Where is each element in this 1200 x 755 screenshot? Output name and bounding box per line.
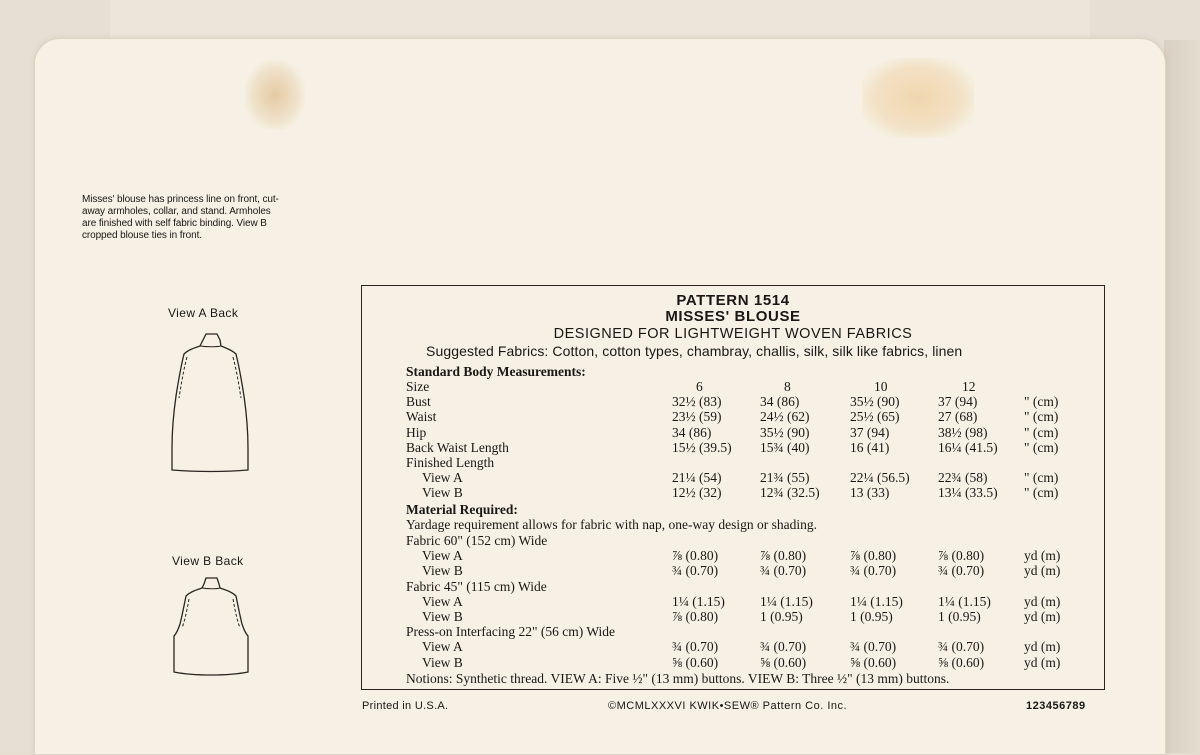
row-label: View A [422,639,463,655]
stain-mark [862,58,974,138]
envelope-flap [110,0,1090,41]
stain-mark [245,60,305,130]
unit-label: yd (m) [1024,639,1061,655]
table-cell: 22¼ (56.5) [850,470,910,486]
pattern-designed-for: DESIGNED FOR LIGHTWEIGHT WOVEN FABRICS [553,326,913,342]
table-cell: ¾ (0.70) [760,639,807,655]
pattern-number: PATTERN 1514 [676,292,790,309]
notions-text: Notions: Synthetic thread. VIEW A: Five ½" (13 mm) buttons. VIEW B: Three ½" (13 mm) buttons. [406,671,950,686]
table-cell: 1¼ (1.15) [850,593,903,609]
description-line: are finished with self fabric binding. View B [82,218,267,229]
row-label: View B [422,654,463,670]
table-cell: 1¼ (1.15) [672,593,725,609]
suggested-fabrics: Suggested Fabrics: Cotton, cotton types, chambray, challis, silk, silk like fabrics, linen [426,343,963,359]
row-label: Waist [406,409,437,425]
material-heading: Material Required: [406,502,518,517]
table-cell: ¾ (0.70) [672,639,719,655]
table-cell: 1¼ (1.15) [760,593,813,609]
table-cell: 23½ (59) [672,409,722,425]
table-cell: 34 (86) [672,424,712,440]
description-line: cropped blouse ties in front. [82,230,202,241]
table-cell: 12¾ (32.5) [760,485,820,501]
garment-description [82,194,382,242]
unit-label: " (cm) [1024,439,1059,455]
table-cell: ⅞ (0.80) [938,548,985,564]
row-label: View A [422,470,463,486]
table-cell: 35½ (90) [760,424,810,440]
unit-label: yd (m) [1024,609,1061,624]
table-cell: ⅝ (0.60) [938,654,985,670]
table-cell: 10 [874,379,888,394]
row-label: View B [422,563,463,579]
unit-label: " (cm) [1024,424,1059,440]
table-cell: ¾ (0.70) [938,639,985,655]
unit-label: " (cm) [1024,470,1059,486]
row-label: Back Waist Length [406,439,509,455]
table-cell: 8 [784,379,791,394]
table-cell: 1 (0.95) [938,609,981,624]
table-cell: 25½ (65) [850,409,900,425]
pattern-name: MISSES' BLOUSE [665,308,801,325]
table-cell: 35½ (90) [850,394,900,410]
table-cell: 21¼ (54) [672,470,722,486]
table-cell: ¾ (0.70) [760,563,807,579]
table-cell: ¾ (0.70) [672,563,719,579]
description-line: away armholes, collar, and stand. Armholes [82,206,271,217]
description-line: Misses' blouse has princess line on front, cut- [82,194,279,205]
unit-label: yd (m) [1024,563,1061,579]
table-cell: 34 (86) [760,394,800,410]
table-cell: ⅝ (0.60) [760,654,807,670]
pattern-code: 123456789 [1026,700,1086,712]
table-cell: 15¾ (40) [760,439,810,455]
table-cell: 32½ (83) [672,394,722,410]
row-label: View A [422,593,463,609]
table-cell: 6 [696,379,703,394]
view-a-label: View A Back [168,306,239,320]
table-cell: 13¼ (33.5) [938,485,998,501]
table-cell: ¾ (0.70) [850,563,897,579]
table-cell: 1¼ (1.15) [938,593,991,609]
table-cell: ⅝ (0.60) [672,654,719,670]
unit-label: " (cm) [1024,485,1059,501]
printed-in: Printed in U.S.A. [362,700,449,712]
table-cell: ¾ (0.70) [850,639,897,655]
table-cell: ¾ (0.70) [938,563,985,579]
view-a-back-sketch [160,330,260,478]
row-label: View A [422,548,463,564]
envelope-edge [1164,40,1200,753]
table-cell: ⅝ (0.60) [850,654,897,670]
table-cell: 12½ (32) [672,485,722,501]
row-label: Bust [406,394,431,410]
row-label: View B [422,609,463,624]
table-cell: 16 (41) [850,439,890,455]
row-label: Finished Length [406,455,495,470]
view-b-label: View B Back [172,554,244,568]
row-label: Fabric 45" (115 cm) Wide [406,578,547,594]
unit-label: yd (m) [1024,548,1061,564]
pattern-info-box [361,285,1105,690]
row-label: Size [406,379,430,394]
table-cell: 38½ (98) [938,424,988,440]
table-cell: 15½ (39.5) [672,439,732,455]
row-label: Hip [406,424,427,440]
yardage-note: Yardage requirement allows for fabric with nap, one-way design or shading. [406,517,818,532]
table-cell: ⅞ (0.80) [672,548,719,564]
row-label: Press-on Interfacing 22" (56 cm) Wide [406,624,616,640]
table-cell: 1 (0.95) [850,609,893,624]
unit-label: " (cm) [1024,409,1059,425]
table-cell: 16¼ (41.5) [938,439,998,455]
measurements-heading: Standard Body Measurements: [406,364,586,379]
copyright-notice: ©MCMLXXXVI KWIK•SEW® Pattern Co. Inc. [608,700,848,712]
row-label: View B [422,485,463,501]
table-cell: 37 (94) [938,394,978,410]
table-cell: 37 (94) [850,424,890,440]
unit-label: " (cm) [1024,394,1059,410]
table-cell: 1 (0.95) [760,609,803,624]
unit-label: yd (m) [1024,654,1061,670]
unit-label: yd (m) [1024,593,1061,609]
table-cell: ⅞ (0.80) [760,548,807,564]
table-cell: 12 [962,379,976,394]
row-label: Fabric 60" (152 cm) Wide [406,533,548,548]
table-cell: 24½ (62) [760,409,810,425]
view-b-back-sketch [166,574,256,680]
table-cell: ⅞ (0.80) [672,609,719,624]
table-cell: 21¾ (55) [760,470,810,486]
table-cell: ⅞ (0.80) [850,548,897,564]
table-cell: 27 (68) [938,409,978,425]
table-cell: 13 (33) [850,485,890,501]
table-cell: 22¾ (58) [938,470,988,486]
